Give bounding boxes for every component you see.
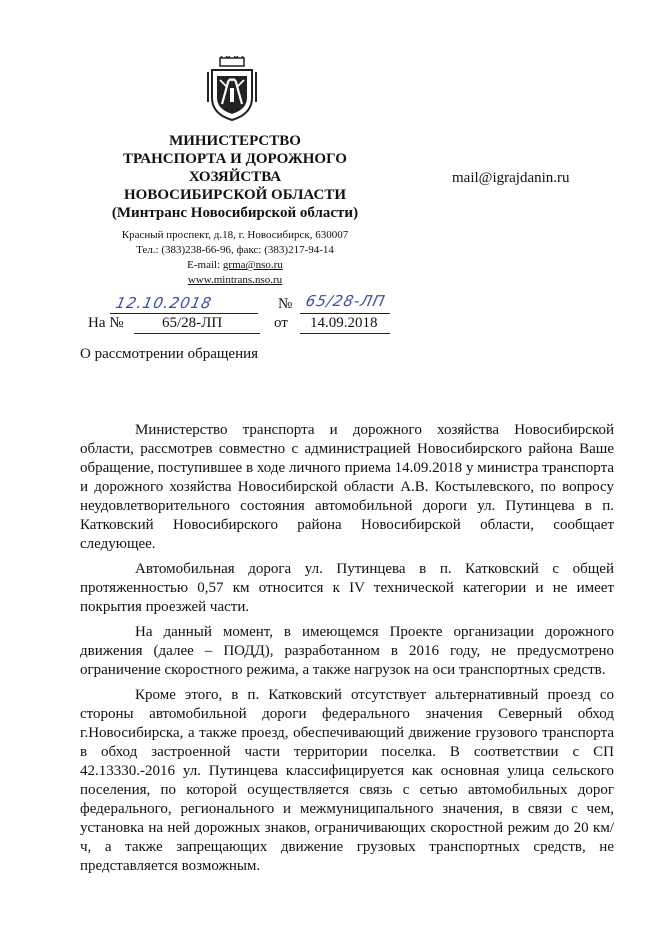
- ministry-line: ХОЗЯЙСТВА: [188, 169, 282, 185]
- from-label: от: [274, 315, 288, 331]
- ref-date: 14.09.2018: [310, 315, 378, 331]
- website-link[interactable]: www.mintrans.nso.ru: [187, 274, 283, 286]
- ministry-line: ТРАНСПОРТА И ДОРОЖНОГО: [123, 151, 347, 167]
- ref-number-underline: [134, 333, 260, 334]
- letter-subject: О рассмотрении обращения: [80, 346, 259, 362]
- body-paragraph: Кроме этого, в п. Катковский отсутствует альтернативный проезд со стороны автомобильной дороги федерального значения Северный обход г.Новосибирска, а также проезд, обеспечивающий движение грузового транспорта в обход застроенной части территории поселка. В соответствии с СП 42.13330.-2016 ул. Путинцева классифицируется как основная улица сельского поселения, по которой осуществляется связь с сетью автомобильных дорог федерального, регионального и межмуниципального значения, в связи с чем, установка на ней дорожных знаков, ограничивающих скоростной режим до 20 км/ч, а также запрещающих движение грузовых транспортных средств, не представляется возможным.: [80, 687, 614, 874]
- phone-line: Тел.: (383)238-66-96, факс: (383)217-94-14: [136, 244, 334, 256]
- ref-number: 65/28-ЛП: [162, 315, 223, 331]
- ministry-line: МИНИСТЕРСТВО: [169, 133, 301, 149]
- ministry-name: [70, 132, 400, 222]
- ministry-address: [70, 228, 400, 288]
- number-symbol: №: [278, 296, 293, 312]
- body-paragraph: На данный момент, в имеющемся Проекте организации дорожного движения (далее – ПОДД), разработанном в 2016 году, не предусмотрено ограничение скоростного режима, а также нагрузок на оси транспортных средств.: [80, 624, 614, 678]
- ministry-line: НОВОСИБИРСКОЙ ОБЛАСТИ: [123, 187, 347, 203]
- recipient-email: mail@igrajdanin.ru: [452, 170, 570, 186]
- handwritten-number: 65/28-ЛП: [304, 292, 388, 310]
- ministry-email-link[interactable]: grma@nso.ru: [222, 259, 283, 271]
- body-paragraph: Автомобильная дорога ул. Путинцева в п. Катковский с общей протяженностью 0,57 км относится к IV технической категории и не имеет покрытия проезжей части.: [80, 561, 614, 615]
- email-label: E-mail:: [187, 259, 223, 271]
- number-underline: [300, 313, 390, 314]
- body-paragraph: Министерство транспорта и дорожного хозяйства Новосибирской области, рассмотрев совместно с администрацией Новосибирского района Ваше обращение, поступившее в ходе личного приема 14.09.2018 у министра транспорта и дорожного хозяйства Новосибирской области А.В. Костылевского, по вопросу неудовлетворительного состояния автомобильной дороги ул. Путинцева в п. Катковский Новосибирского района Новосибирской области, сообщает следующее.: [80, 422, 614, 552]
- letter-body: [80, 421, 614, 882]
- ministry-short-name: (Минтранс Новосибирской области): [111, 205, 359, 221]
- ref-label: На №: [88, 315, 124, 331]
- date-underline: [110, 313, 258, 314]
- coat-of-arms-icon: [206, 56, 258, 122]
- ref-date-underline: [300, 333, 390, 334]
- email-line: [70, 258, 400, 273]
- address-line: Красный проспект, д.18, г. Новосибирск, 630007: [121, 229, 349, 241]
- handwritten-date: 12.10.2018: [114, 294, 214, 312]
